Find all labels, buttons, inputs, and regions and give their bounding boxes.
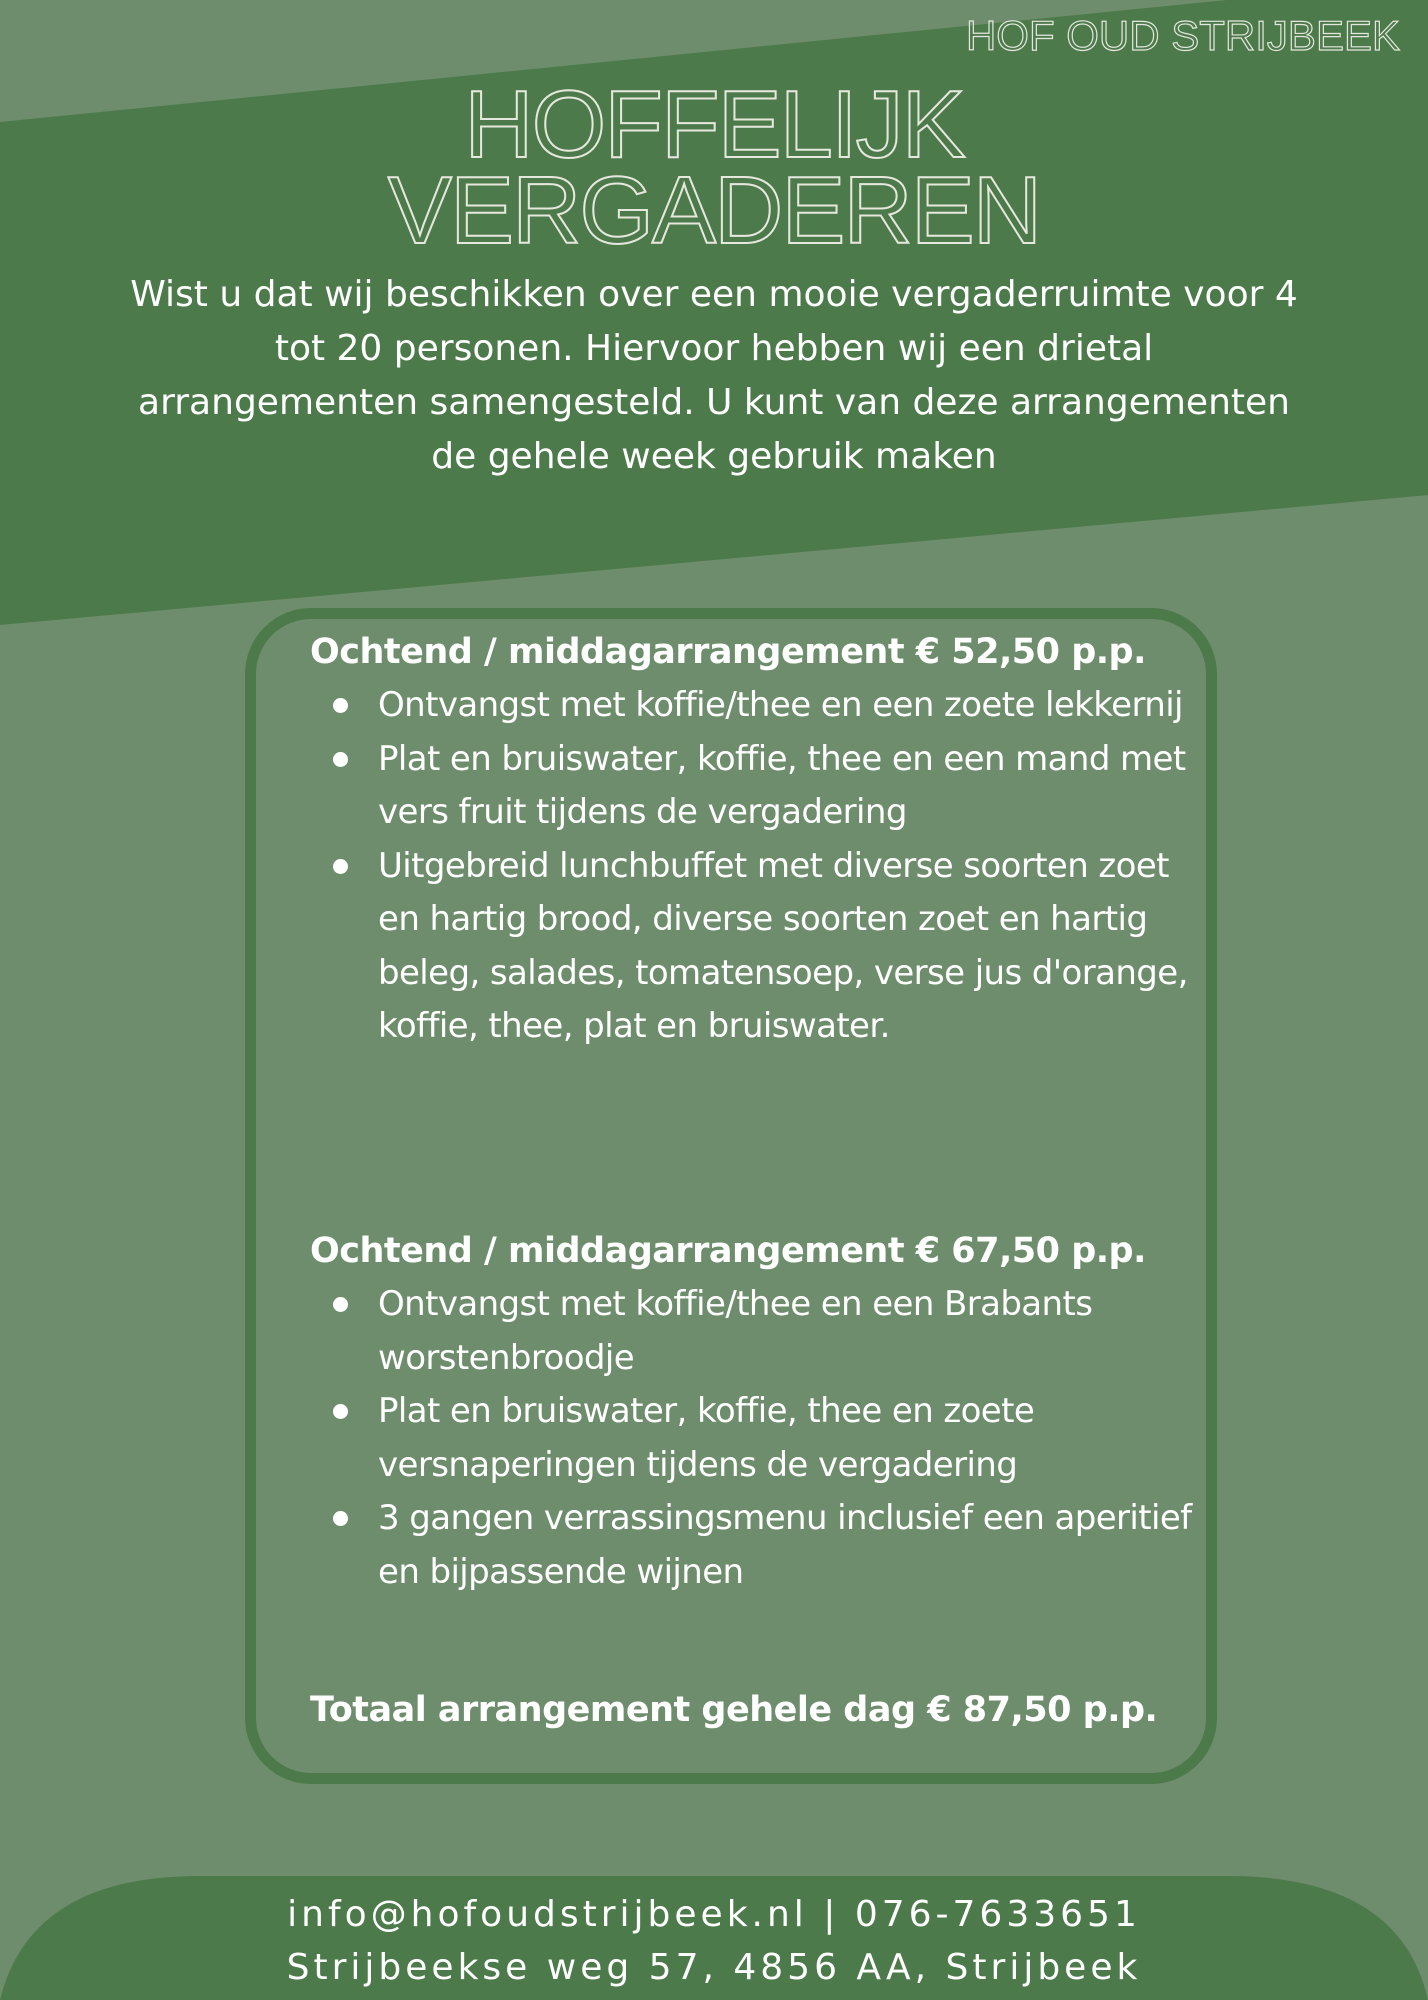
list-item-text: Plat en bruiswater, koffie, thee en zoete versnaperingen tijdens de vergadering xyxy=(378,1391,1035,1485)
list-item-text: Plat en bruiswater, koffie, thee en een mand met vers fruit tijdens de vergadering xyxy=(378,738,1186,832)
list-item xyxy=(333,1492,1203,1599)
brand-name: HOF OUD STRIJBEEK xyxy=(965,12,1400,59)
intro-text: Wist u dat wij beschikken over een mooie vergaderruimte voor 4 tot 20 personen. Hiervoor hebben wij een drietal arrangementen samengesteld. U kunt van deze arrangementen de gehele week gebruik maken xyxy=(130,274,1298,477)
footer-address: Strijbeekse weg 57, 4856 AA, Strijbeek xyxy=(286,1947,1142,1988)
title-line-2: VERGADEREN xyxy=(387,157,1041,264)
list-item-text: Ontvangst met koffie/thee en een Brabants worstenbroodje xyxy=(378,1284,1093,1378)
list-item-text: 3 gangen verrassingsmenu inclusief een aperitief en bijpassende wijnen xyxy=(378,1498,1192,1592)
package-1-list xyxy=(333,679,1203,1054)
bullet-icon xyxy=(333,698,348,713)
list-item-text: Uitgebreid lunchbuffet met diverse soorten zoet en hartig brood, diverse soorten zoet en hartig beleg, salades, tomatensoep, verse jus d'orange, koffie, thee, plat en bruiswater. xyxy=(378,845,1188,1046)
list-item-text: Ontvangst met koffie/thee en een zoete lekkernij xyxy=(378,685,1183,725)
list-item xyxy=(333,1278,1203,1385)
package-1-title: Ochtend / middagarrangement € 52,50 p.p. xyxy=(310,632,1146,672)
package-2-title: Ochtend / middagarrangement € 67,50 p.p. xyxy=(310,1231,1146,1271)
bullet-icon xyxy=(333,1404,348,1419)
title-line-1: HOFFELIJK xyxy=(464,71,964,178)
list-item xyxy=(333,733,1203,840)
bullet-icon xyxy=(333,752,348,767)
list-item xyxy=(333,679,1203,733)
bullet-icon xyxy=(333,1297,348,1312)
total-price: Totaal arrangement gehele dag € 87,50 p.p. xyxy=(310,1690,1158,1730)
page-title xyxy=(0,71,1428,264)
bullet-icon xyxy=(333,859,348,874)
list-item xyxy=(333,840,1203,1054)
package-2-list xyxy=(333,1278,1203,1599)
bullet-icon xyxy=(333,1511,348,1526)
footer-contact: info@hofoudstrijbeek.nl | 076-7633651 xyxy=(287,1894,1141,1935)
list-item xyxy=(333,1385,1203,1492)
